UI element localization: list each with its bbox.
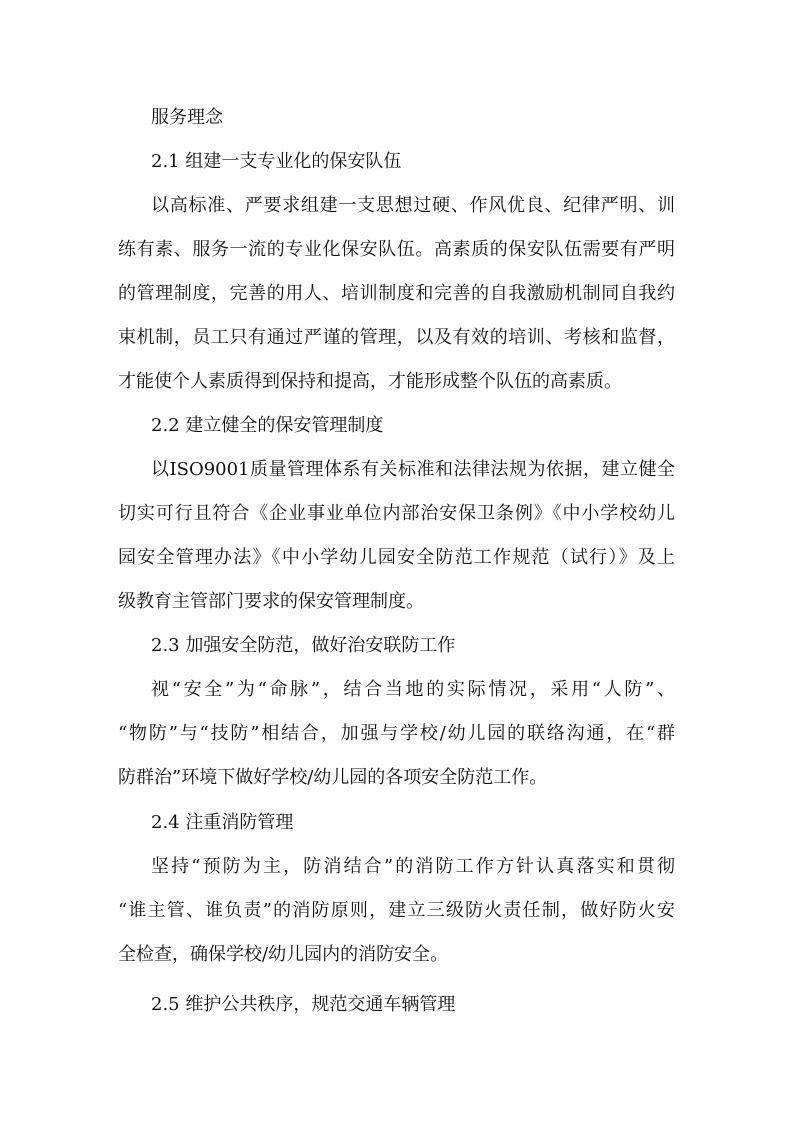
section-heading-2-4: 2.4 注重消防管理	[151, 812, 294, 833]
paragraph-line: 才能使个人素质得到保持和提高，才能形成整个队伍的高素质。	[118, 371, 622, 392]
paragraph-line: 以高标准、严要求组建一支思想过硬、作风优良、纪律严明、训	[151, 195, 675, 216]
paragraph-line: 园安全管理办法》《中小学幼儿园安全防范工作规范（试行）》及上	[118, 547, 675, 568]
paragraph-line: “物防”与“技防”相结合，加强与学校/幼儿园的联络沟通，在“群	[118, 723, 675, 744]
section-heading-2-3: 2.3 加强安全防范，做好治安联防工作	[151, 635, 456, 656]
section-title: 服务理念	[151, 107, 223, 128]
section-heading-2-1: 2.1 组建一支专业化的保安队伍	[151, 151, 402, 172]
paragraph-line: 级教育主管部门要求的保安管理制度。	[118, 591, 424, 612]
paragraph-line: 视“安全”为“命脉”，结合当地的实际情况，采用“人防”、	[151, 679, 675, 700]
paragraph-line: “谁主管、谁负责”的消防原则，建立三级防火责任制，做好防火安	[118, 900, 675, 921]
paragraph-line: 全检查，确保学校/幼儿园内的消防安全。	[118, 944, 449, 965]
paragraph-line: 的管理制度，完善的用人、培训制度和完善的自我激励机制同自我约	[118, 283, 675, 304]
paragraph-line: 练有素、服务一流的专业化保安队伍。高素质的保安队伍需要有严明	[118, 239, 675, 260]
paragraph-line: 切实可行且符合《企业事业单位内部治安保卫条例》《中小学校幼儿	[118, 503, 675, 524]
paragraph-line: 防群治”环境下做好学校/幼儿园的各项安全防范工作。	[118, 767, 548, 788]
paragraph-line: 坚持“预防为主，防消结合”的消防工作方针认真落实和贯彻	[151, 856, 675, 877]
section-heading-2-2: 2.2 建立健全的保安管理制度	[151, 415, 384, 436]
paragraph-line: 束机制，员工只有通过严谨的管理，以及有效的培训、考核和监督，	[118, 327, 675, 348]
section-heading-2-5: 2.5 维护公共秩序，规范交通车辆管理	[151, 994, 456, 1015]
paragraph-line: 以ISO9001质量管理体系有关标准和法律法规为依据，建立健全	[151, 459, 675, 480]
